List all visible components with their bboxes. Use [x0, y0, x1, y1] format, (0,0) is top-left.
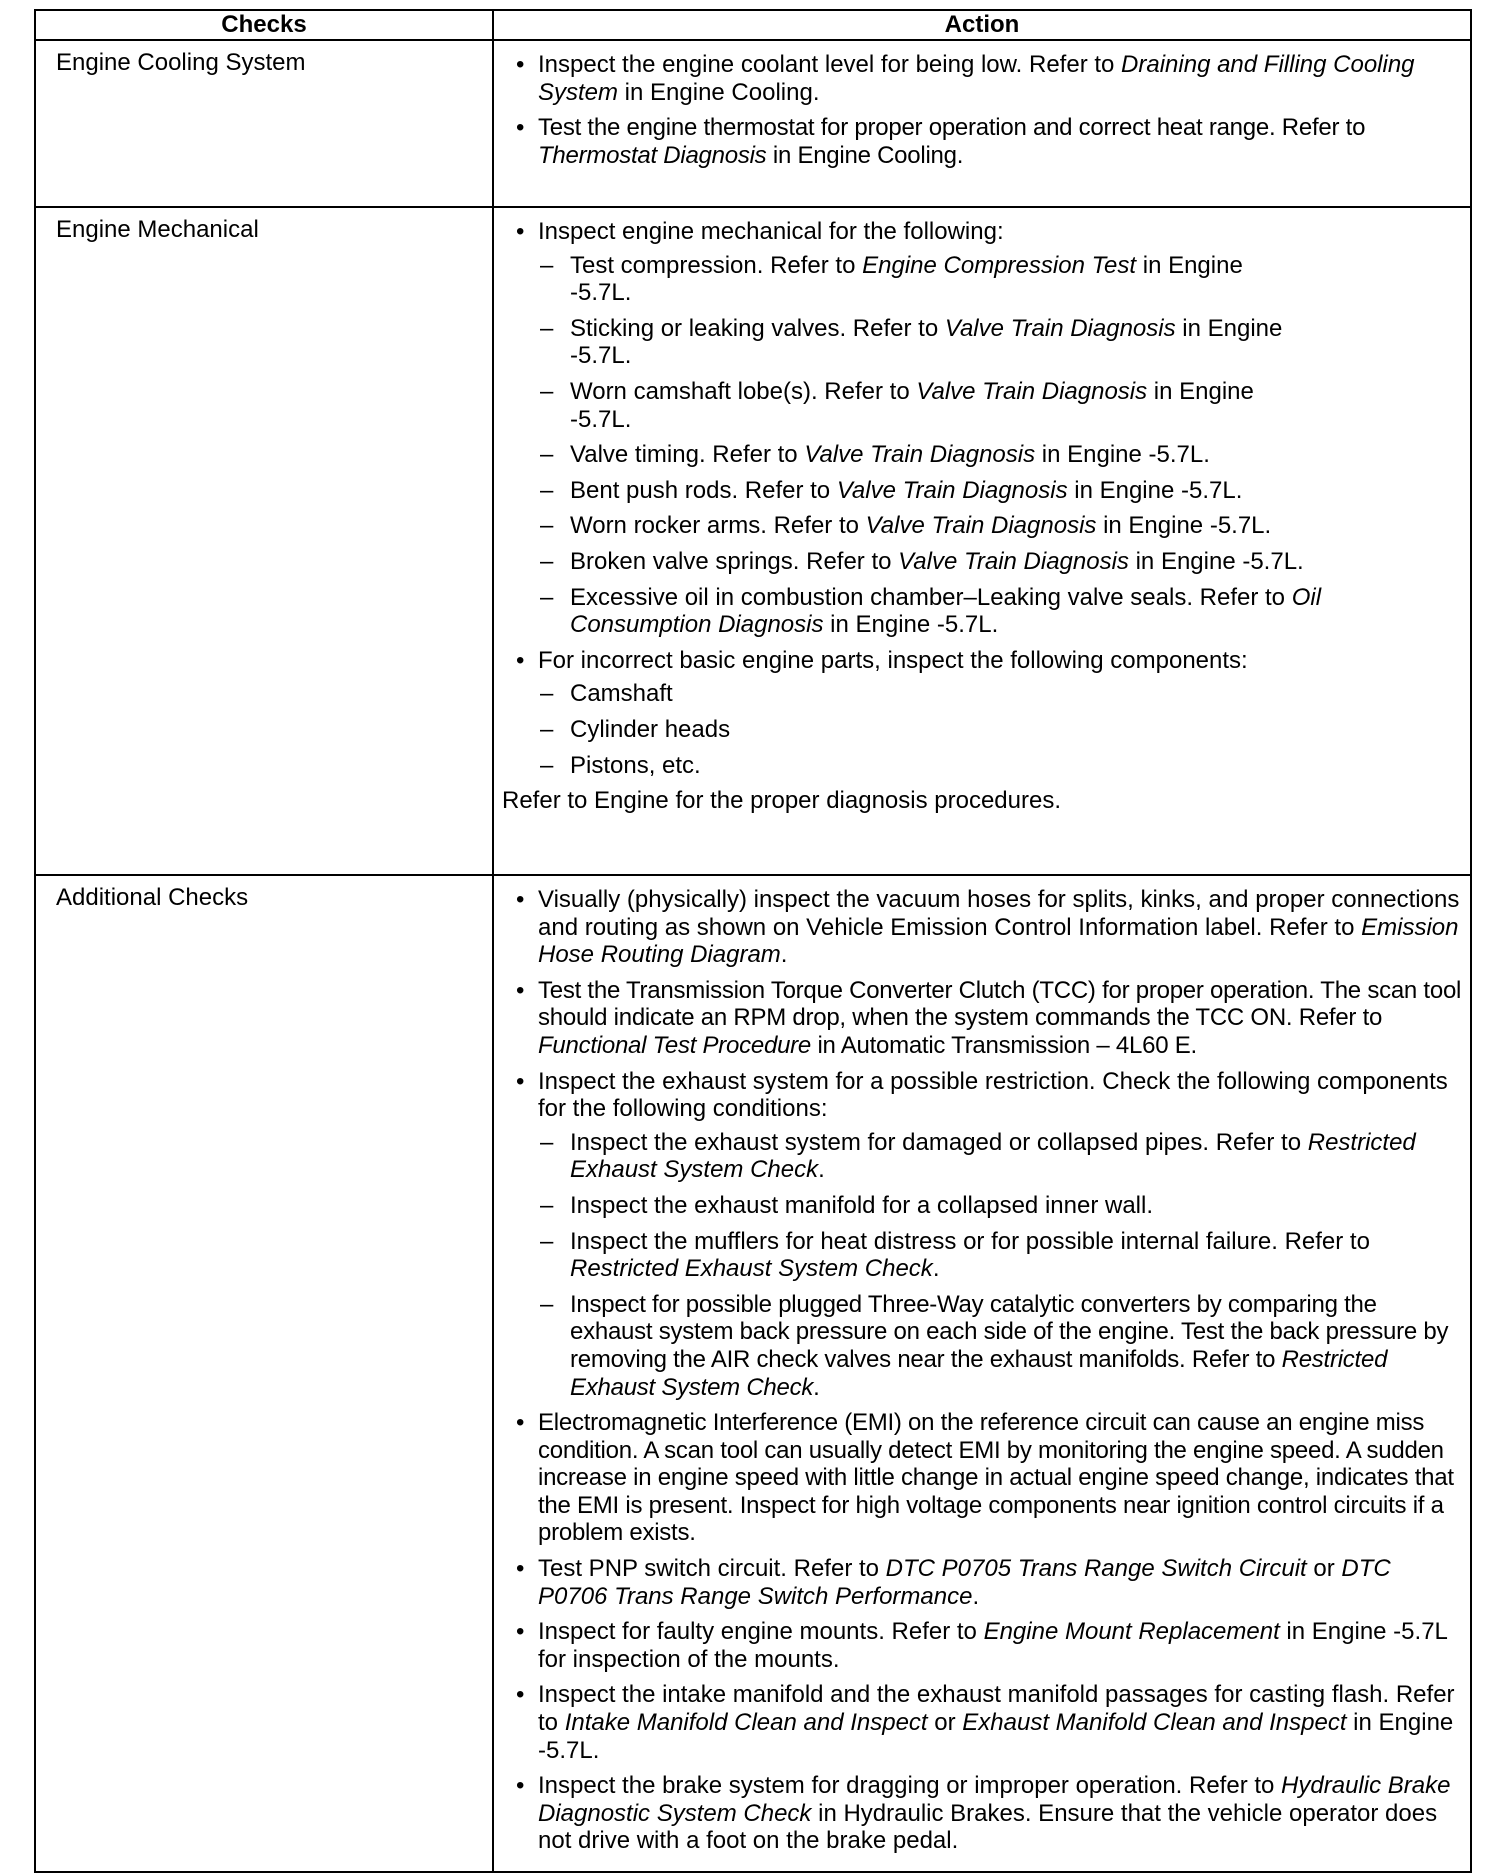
sub-item: – Excessive oil in combustion chamber–Leaking valve seals. Refer to Oil Consumption Diagnosis in Engine -5.7L.	[538, 584, 1464, 639]
action-list	[506, 51, 1464, 169]
check-cell: Engine Cooling System	[35, 40, 493, 207]
sub-item: – Sticking or leaking valves. Refer to Valve Train Diagnosis in Engine -5.7L.	[538, 315, 1464, 370]
action-item: • Test the Transmission Torque Converter Clutch (TCC) for proper operation. The scan tool should indicate an RPM drop, when the system commands the TCC ON. Refer to Functional Test Procedure in Automatic Transmission – 4L60 E.	[506, 977, 1464, 1060]
table-row	[35, 207, 1471, 875]
sub-item: – Worn camshaft lobe(s). Refer to Valve Train Diagnosis in Engine -5.7L.	[538, 378, 1464, 433]
action-cell	[493, 875, 1471, 1872]
action-item: • Inspect the brake system for dragging or improper operation. Refer to Hydraulic Brake Diagnostic System Check in Hydraulic Brakes. Ensure that the vehicle operator does not drive with a foot on the brake pedal.	[506, 1772, 1464, 1855]
check-cell: Additional Checks	[35, 875, 493, 1872]
table-row	[35, 40, 1471, 207]
table-row	[35, 875, 1471, 1872]
sub-item: – Worn rocker arms. Refer to Valve Train Diagnosis in Engine -5.7L.	[538, 512, 1464, 540]
action-item: • Visually (physically) inspect the vacuum hoses for splits, kinks, and proper connections and routing as shown on Vehicle Emission Control Information label. Refer to Emission Hose Routing Diagram.	[506, 886, 1464, 969]
sub-list	[538, 680, 1464, 779]
sub-item: – Camshaft	[538, 680, 1464, 708]
sub-item: – Inspect for possible plugged Three-Way catalytic converters by comparing the exhaust system back pressure on each side of the engine. Test the back pressure by removing the AIR check valves near the exhaust manifolds. Refer to Restricted Exhaust System Check.	[538, 1291, 1464, 1401]
sub-list	[538, 252, 1464, 639]
sub-item: – Pistons, etc.	[538, 752, 1464, 780]
sub-item: – Inspect the mufflers for heat distress or for possible internal failure. Refer to Restricted Exhaust System Check.	[538, 1228, 1464, 1283]
sub-item: – Broken valve springs. Refer to Valve Train Diagnosis in Engine -5.7L.	[538, 548, 1464, 576]
sub-item: – Test compression. Refer to Engine Compression Test in Engine -5.7L.	[538, 252, 1464, 307]
sub-item: – Bent push rods. Refer to Valve Train Diagnosis in Engine -5.7L.	[538, 477, 1464, 505]
action-cell	[493, 40, 1471, 207]
sub-item: – Inspect the exhaust manifold for a collapsed inner wall.	[538, 1192, 1464, 1220]
sub-item: – Inspect the exhaust system for damaged or collapsed pipes. Refer to Restricted Exhaust System Check.	[538, 1129, 1464, 1184]
header-row	[35, 10, 1471, 40]
sub-item: – Cylinder heads	[538, 716, 1464, 744]
action-item: • Inspect the intake manifold and the exhaust manifold passages for casting flash. Refer to Intake Manifold Clean and Inspect or Exhaust Manifold Clean and Inspect in Engine -5.7L.	[506, 1681, 1464, 1764]
diagnostic-checks-table	[34, 9, 1472, 1873]
action-list	[506, 218, 1464, 779]
action-item: • Inspect for faulty engine mounts. Refer to Engine Mount Replacement in Engine -5.7L for inspection of the mounts.	[506, 1618, 1464, 1673]
sub-item: – Valve timing. Refer to Valve Train Diagnosis in Engine -5.7L.	[538, 441, 1464, 469]
header-action: Action	[493, 10, 1471, 40]
action-item: • Test the engine thermostat for proper operation and correct heat range. Refer to Thermostat Diagnosis in Engine Cooling.	[506, 114, 1464, 169]
action-item: • Inspect the engine coolant level for being low. Refer to Draining and Filling Cooling System in Engine Cooling.	[506, 51, 1464, 106]
row-note: Refer to Engine for the proper diagnosis procedures.	[502, 787, 1061, 815]
action-item: • Inspect the exhaust system for a possible restriction. Check the following components for the following conditions: – Inspect the exhaust system for damaged or collapsed pipes. Refer to Restricted Exhaust System Check. – Inspect the exhaust manifold for a collapsed inner wall. – Inspect the mufflers for heat distress or for possible internal failure. Refer to Restricted Exhaust System Check. – Inspect for possible plugged Three-Way catalytic converters by comparing the exhaust system back pressure on each side of the engine. Test the back pressure by removing the AIR check valves near the exhaust manifolds. Refer to Restricted Exhaust System Check.	[506, 1068, 1464, 1402]
action-item: • For incorrect basic engine parts, inspect the following components: – Camshaft – Cylinder heads – Pistons, etc.	[506, 647, 1464, 779]
action-item: • Electromagnetic Interference (EMI) on the reference circuit can cause an engine miss condition. A scan tool can usually detect EMI by monitoring the engine speed. A sudden increase in engine speed with little change in actual engine speed change, indicates that the EMI is present. Inspect for high voltage components near ignition control circuits if a problem exists.	[506, 1409, 1464, 1547]
action-item: • Inspect engine mechanical for the following: – Test compression. Refer to Engine Compression Test in Engine -5.7L. – Sticking or leaking valves. Refer to Valve Train Diagnosis in Engine -5.7L. – Worn camshaft lobe(s). Refer to Valve Train Diagnosis in Engine -5.7L. – Valve timing. Refer to Valve Train Diagnosis in Engine -5.7L. – Bent push rods. Refer to Valve Train Diagnosis in Engine -5.7L. – Worn rocker arms. Refer to Valve Train Diagnosis in Engine -5.7L. – Broken valve springs. Refer to Valve Train Diagnosis in Engine -5.7L. – Excessive oil in combustion chamber–Leaking valve seals. Refer to Oil Consumption Diagnosis in Engine -5.7L.	[506, 218, 1464, 639]
action-item: • Test PNP switch circuit. Refer to DTC P0705 Trans Range Switch Circuit or DTC P0706 Trans Range Switch Performance.	[506, 1555, 1464, 1610]
action-list	[506, 886, 1464, 1855]
action-cell	[493, 207, 1471, 875]
header-checks: Checks	[35, 10, 493, 40]
check-cell: Engine Mechanical	[35, 207, 493, 875]
sub-list	[538, 1129, 1464, 1401]
